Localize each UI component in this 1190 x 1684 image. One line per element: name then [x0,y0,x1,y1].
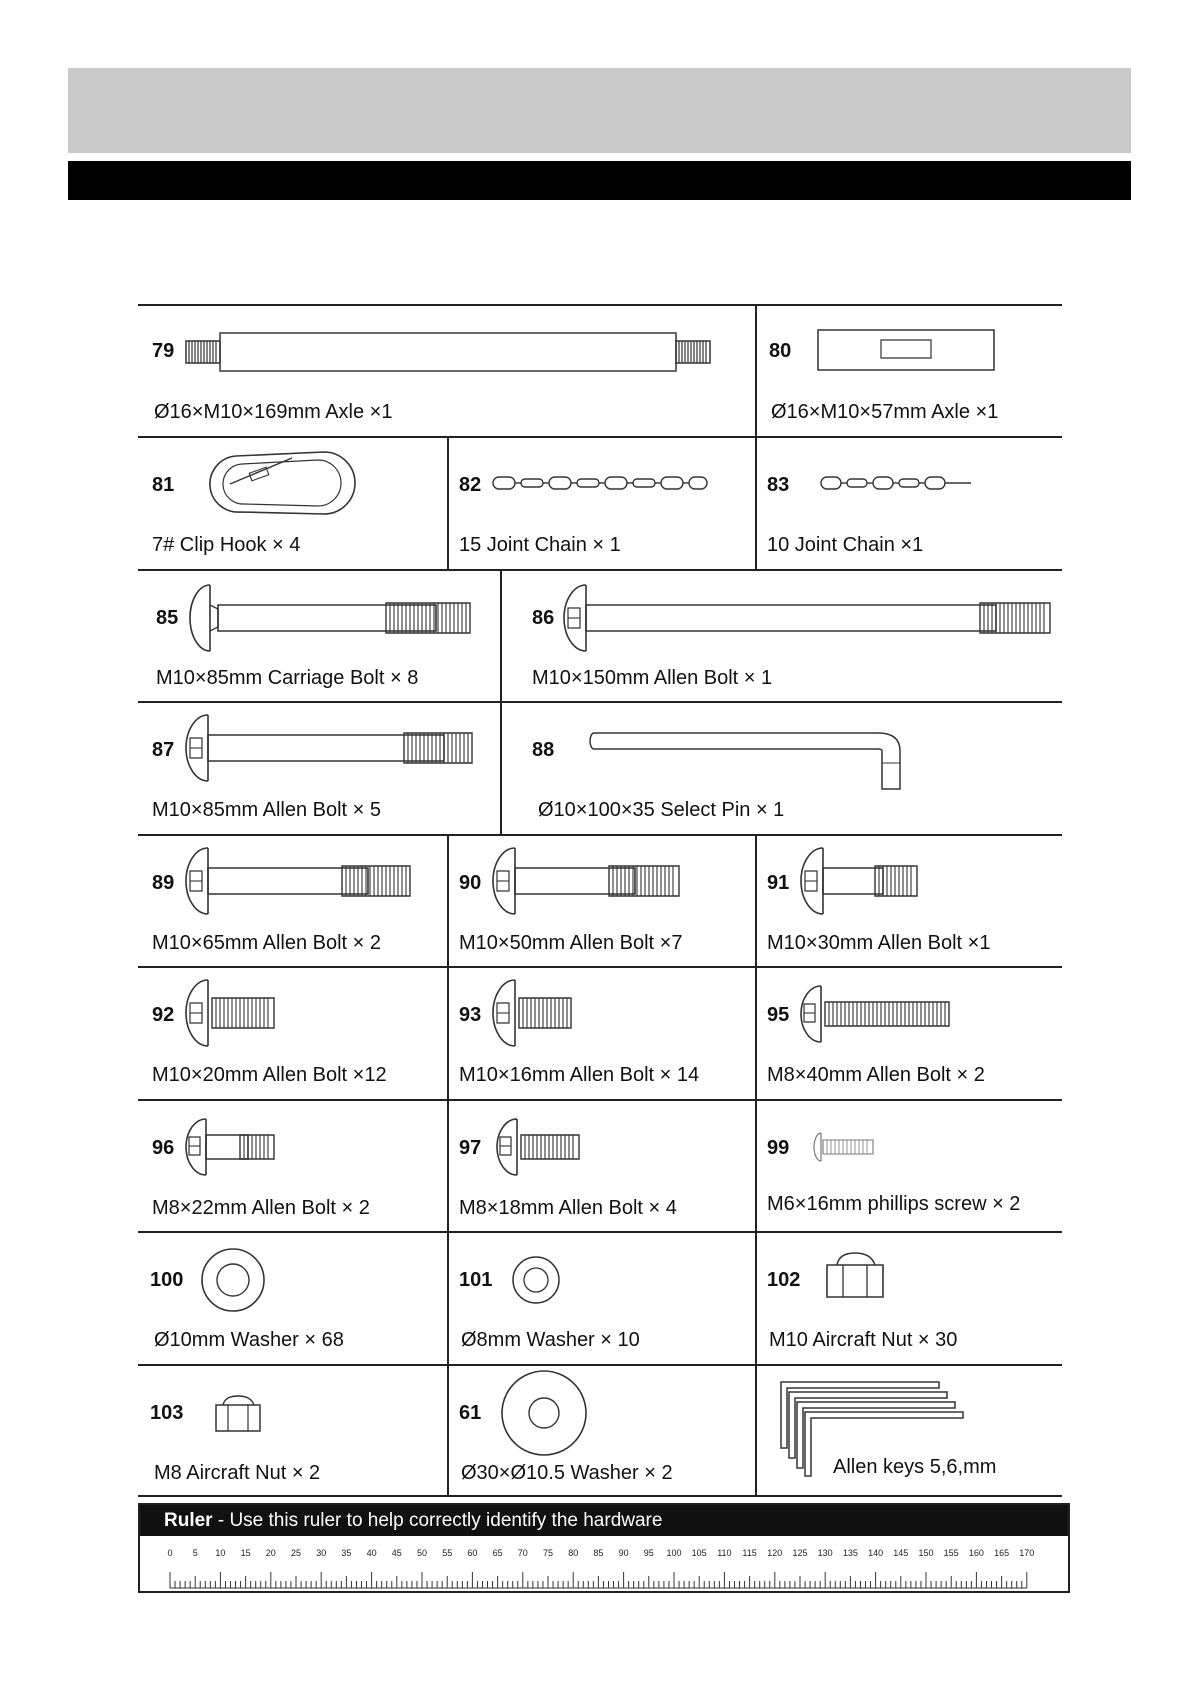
allen-bolt-icon [560,583,1056,653]
item-number: 86 [532,607,555,629]
aircraft-nut-icon [825,1251,887,1301]
item-label: M6×16mm phillips screw × 2 [767,1193,1021,1215]
hardware-table [138,304,1062,1495]
ruler-label: 30 [316,1548,327,1558]
item-number: 97 [459,1137,482,1159]
ruler-title: Ruler [164,1510,213,1531]
item-label: M10×30mm Allen Bolt ×1 [767,932,991,954]
item-label: M10×85mm Allen Bolt × 5 [152,799,382,821]
clip-hook-icon [200,448,356,520]
item-label: M10×150mm Allen Bolt × 1 [532,667,773,689]
ruler-label: 45 [391,1548,402,1558]
allen-bolt-icon [797,846,927,916]
ruler-label: 140 [868,1548,884,1558]
item-number: 82 [459,474,482,496]
ruler-label: 160 [968,1548,984,1558]
hardware-item-81 [138,438,447,569]
washer-icon [200,1247,266,1313]
item-number: 92 [152,1004,175,1026]
item-number: 91 [767,872,790,894]
allen-bolt-icon [797,984,957,1044]
select-pin-icon [588,729,908,795]
large-washer-icon [499,1368,589,1458]
hardware-item-100 [138,1233,447,1364]
hardware-item-99 [757,1101,1062,1231]
item-label: Ø10×100×35 Select Pin × 1 [538,799,785,821]
item-label: Ø16×M10×169mm Axle ×1 [154,401,393,423]
item-label: M8×40mm Allen Bolt × 2 [767,1064,985,1086]
ruler-label: 85 [593,1548,604,1558]
ruler-label: 5 [192,1548,198,1558]
item-label: M8×22mm Allen Bolt × 2 [152,1197,370,1219]
ruler-label: 90 [618,1548,629,1558]
item-label: Ø30×Ø10.5 Washer × 2 [461,1462,673,1484]
hardware-item-80 [757,304,1062,436]
hardware-item-61 [449,1366,755,1495]
item-label: 7# Clip Hook × 4 [152,534,301,556]
item-label: 10 Joint Chain ×1 [767,534,924,556]
allen-bolt-icon [493,1117,589,1177]
axle-long-icon [186,330,726,374]
axle-short-icon [817,328,997,374]
allen-bolt-icon [182,846,418,916]
ruler-label: 135 [842,1548,858,1558]
hardware-item-91 [757,836,1062,966]
item-label: Ø16×M10×57mm Axle ×1 [771,401,999,423]
ruler-label: 0 [167,1548,173,1558]
phillips-screw-icon [813,1131,877,1163]
ruler-label: 145 [893,1548,909,1558]
ruler-label: 80 [568,1548,579,1558]
item-label: M10×20mm Allen Bolt ×12 [152,1064,387,1086]
hardware-item-93 [449,968,755,1099]
item-number: 99 [767,1137,790,1159]
ruler-label: 110 [717,1548,732,1558]
ruler-label: 130 [817,1548,833,1558]
hardware-item-96 [138,1101,447,1231]
item-label: M10×16mm Allen Bolt × 14 [459,1064,700,1086]
hardware-item-97 [449,1101,755,1231]
hardware-item-102 [757,1233,1062,1364]
item-number: 61 [459,1402,482,1424]
ruler-label: 60 [467,1548,478,1558]
ruler-label: 50 [416,1548,428,1558]
hardware-item-89 [138,836,447,966]
item-label: M10 Aircraft Nut × 30 [769,1329,958,1351]
item-number: 81 [152,474,175,496]
ruler-label: 65 [492,1548,503,1558]
hardware-item-83 [757,438,1062,569]
item-number: 96 [152,1137,175,1159]
hardware-item-79 [138,304,755,436]
carriage-bolt-icon [188,583,478,653]
ruler-label: 120 [767,1548,783,1558]
ruler-label: 55 [442,1548,453,1558]
item-number: 95 [767,1004,790,1026]
hardware-item-90 [449,836,755,966]
item-number: 101 [459,1269,493,1291]
ruler-subtitle: - Use this ruler to help correctly identify the hardware [217,1510,663,1531]
ruler-label: 25 [290,1548,302,1558]
item-number: 80 [769,340,792,362]
item-label: Ø10mm Washer × 68 [154,1329,344,1351]
ruler-label: 100 [666,1548,682,1558]
ruler-label: 40 [366,1548,377,1558]
allen-bolt-icon [182,978,282,1048]
allen-bolt-icon [489,846,689,916]
item-number: 89 [152,872,175,894]
ruler-label: 20 [265,1548,276,1558]
ruler-label: 150 [918,1548,934,1558]
item-number: 90 [459,872,482,894]
ruler-label: 70 [517,1548,528,1558]
ruler-label: 35 [341,1548,352,1558]
hardware-item-95 [757,968,1062,1099]
hardware-item-82 [449,438,755,569]
ruler-label: 170 [1019,1548,1035,1558]
ruler-label: 95 [643,1548,654,1558]
item-label: Ø8mm Washer × 10 [461,1329,640,1351]
item-label: M10×85mm Carriage Bolt × 8 [156,667,419,689]
item-number: 85 [156,607,179,629]
allen-bolt-icon [182,1117,282,1177]
item-number: 87 [152,739,175,761]
ruler-label: 155 [943,1548,959,1558]
ruler-label: 115 [742,1548,757,1558]
ruler-label: 165 [994,1548,1010,1558]
hardware-item-85 [138,571,500,701]
item-number: 100 [150,1269,184,1291]
allen-bolt-icon [182,713,478,783]
ruler-label: 75 [542,1548,554,1558]
hardware-item-87 [138,703,500,834]
ruler-header [140,1505,1068,1536]
hardware-item-86 [502,571,1062,701]
hardware-item-92 [138,968,447,1099]
ruler-label: 15 [240,1548,251,1558]
item-label: 15 Joint Chain × 1 [459,534,621,556]
item-number: 103 [150,1402,184,1424]
item-number: 93 [459,1004,482,1026]
washer-icon [511,1255,561,1305]
ruler-label: 10 [215,1548,226,1558]
chain-icon [491,472,711,498]
item-label: M10×65mm Allen Bolt × 2 [152,932,382,954]
header-band [68,68,1131,153]
ruler-scale [140,1536,1068,1591]
item-number: 79 [152,340,175,362]
item-number: 83 [767,474,790,496]
hardware-item-101 [449,1233,755,1364]
item-label: M8×18mm Allen Bolt × 4 [459,1197,677,1219]
ruler [138,1503,1070,1593]
item-number: 88 [532,739,555,761]
ruler-label: 105 [691,1548,707,1558]
item-label: M10×50mm Allen Bolt ×7 [459,932,683,954]
item-label: M8 Aircraft Nut × 2 [154,1462,321,1484]
hardware-item-103 [138,1366,447,1495]
allen-bolt-icon [489,978,579,1048]
ruler-label: 125 [792,1548,808,1558]
hardware-item-88 [502,703,1062,834]
item-label: Allen keys 5,6,mm [833,1456,997,1478]
section-title-band [68,161,1131,200]
aircraft-nut-icon [214,1394,264,1434]
item-number: 102 [767,1269,801,1291]
chain-short-icon [819,472,975,498]
hardware-item-allen-keys [757,1366,1062,1495]
